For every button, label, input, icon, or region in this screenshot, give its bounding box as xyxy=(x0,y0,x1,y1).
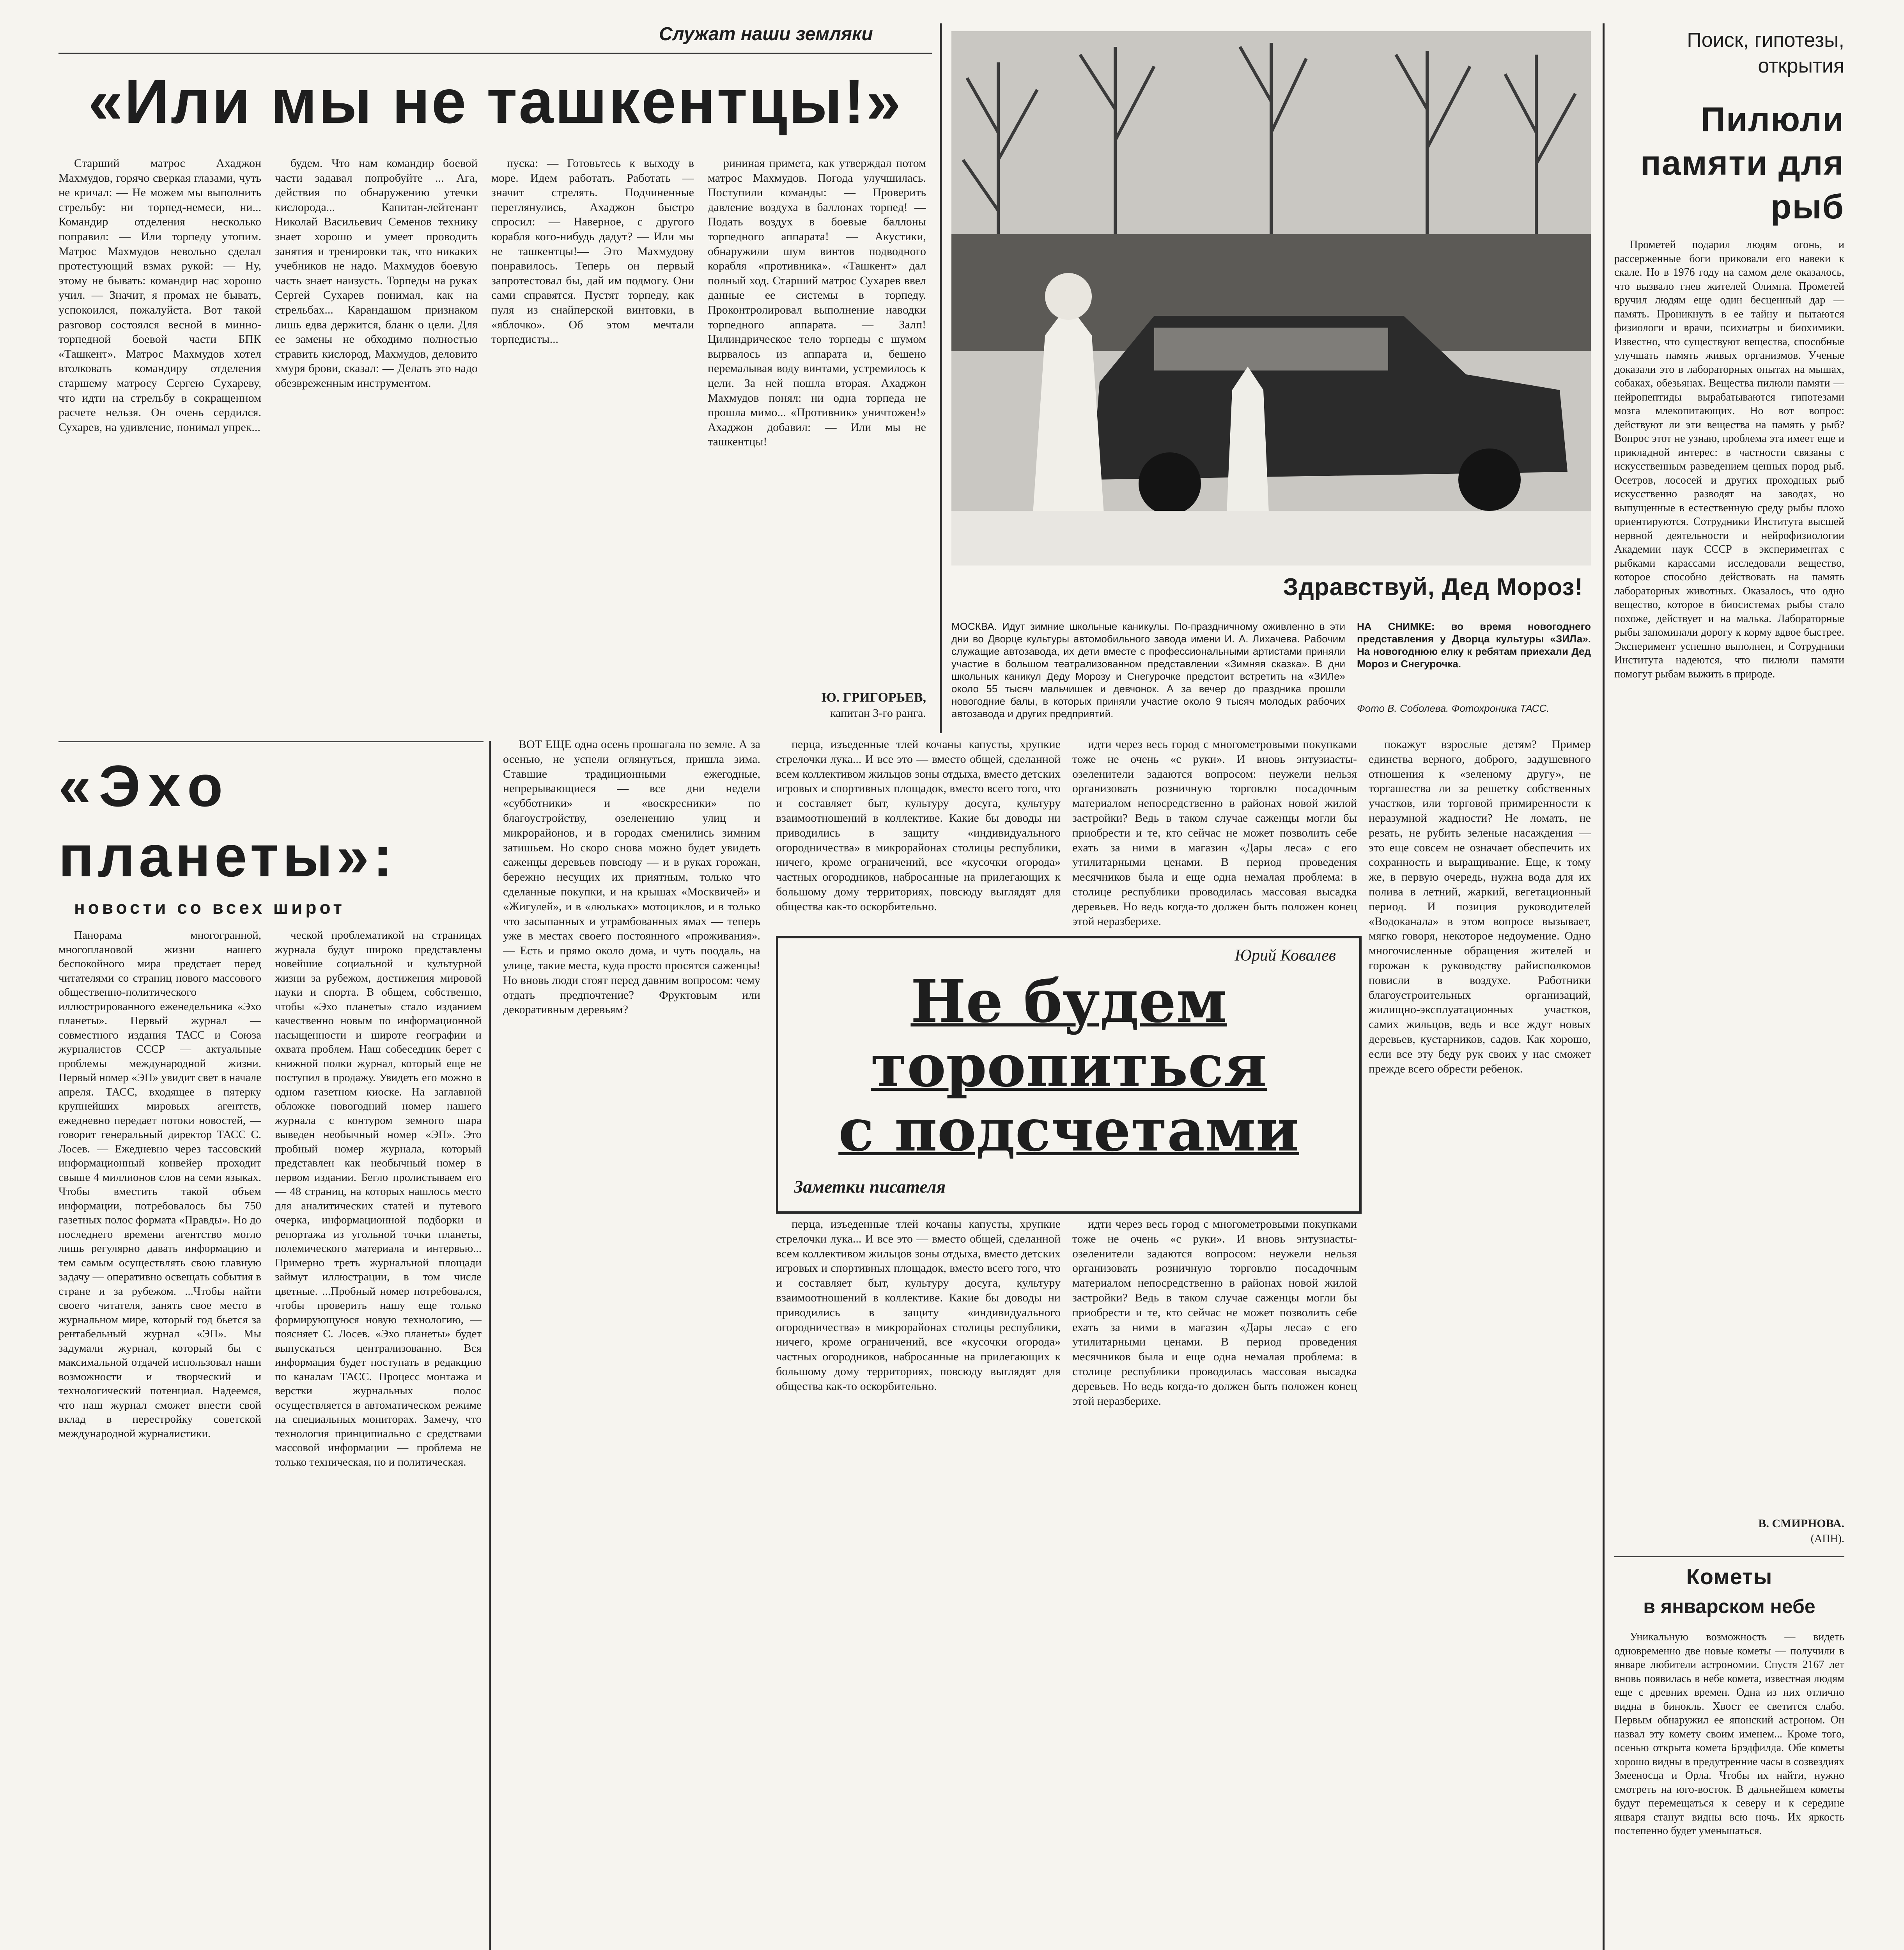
comets-title: Кометы xyxy=(1686,1564,1773,1589)
tashkent-title: «Или мы не ташкентцы!» xyxy=(88,66,902,136)
forest-author-name: Юрий Ковалев xyxy=(1235,947,1336,964)
echo-column-2 xyxy=(275,928,482,1950)
echo-title-line-2: планеты»: xyxy=(58,823,397,889)
article-text: перца, изъеденные тлей кочаны капусты, хрупкие стрелочки лука... И все это — вместо общей, сделанной всем коллективом жильцов зоны отдыха, вместо детских игровых и спортивных площадок, вместо всего того, что и составляет быт, культуру досуга, культуру взаимоотношений в коллективе. Какие бы доводы ни приводились в защиту «индивидуального огородничества» в микрорайонах столицы республики, ничего, кроме ограничений, все «кусочки огорода» частных огородников, набросанные на прилегающих к большому дому территориях, повсюду выглядят для общества как-то оскорбительно. xyxy=(776,1218,1061,1393)
tashkent-column-1 xyxy=(58,156,261,722)
divider xyxy=(58,53,932,54)
article-text: пуска: — Готовьтесь к выходу в море. Идем работать. Работать — значит стрелять. Подчиненные переглянулись, Ахаджон быстро спросил: — Наверное, с другого корабля кого-нибудь дадут? — Или мы не ташкентцы!— Это Махмудову понравилось. Теперь он первый запротестовал бы, дай им подмогу. Они сами справятся. Пустят торпеду, как пуля из снайперской винтовки, в «яблочко». Об этом мечтали торпедисты... xyxy=(491,157,694,346)
forest-column-2 xyxy=(776,737,1061,932)
article-text: ВОТ ЕЩЕ одна осень прошагала по земле. А за осенью, не успели оглянуться, пришла зима. Ставшие традиционными ежегодные, непрерывающиеся — все дни недели «субботники» и «воскресники» по благоустройству, озеленению улиц и микрорайонов, и в городах сменились зимним затишьем. Но скоро снова можно будет увидеть саженцы деревьев повсюду — и в руках горожан, бережно несущих их приятным, только что сделанные покупки, и на крышах «Москвичей» и «Жигулей», и в «люльках» мотоциклов, и в только что засыпанных и утрамбованных ямах — теперь уже в местах своего постоянного «проживания». — Есть и прямо около дома, и чуть поодаль, на улице, такие места, куда просто просятся саженцы! Но вновь люди стоят перед давним вопросом: чему отдать предпочтение? Фруктовым или декоративным деревьям? xyxy=(503,738,760,1016)
echo-column-1 xyxy=(58,928,261,1950)
article-text: перца, изъеденные тлей кочаны капусты, хрупкие стрелочки лука... И все это — вместо общей, сделанной всем коллективом жильцов зоны отдыха, вместо детских игровых и спортивных площадок, вместо всего того, что и составляет быт, культуру досуга, культуру взаимоотношений в коллективе. Какие бы доводы ни приводились в защиту «индивидуального огородничества» в микрорайонах столицы республики, ничего, кроме ограничений, все «кусочки огорода» частных огородников, набросанные на прилегающих к большому дому территориях, повсюду выглядят для общества как-то оскорбительно. xyxy=(776,738,1061,913)
pills-column xyxy=(1614,238,1844,1509)
column-rule xyxy=(940,23,942,733)
comets-column xyxy=(1614,1630,1844,1950)
forest-column-3b xyxy=(1072,1217,1357,1950)
echo-title-line-1: «Эхо xyxy=(58,753,231,819)
article-text: рининая примета, как утверждал потом матрос Махмудов. Погода улучшилась. Поступили команды: — Проверить давление воздуха в баллонах торпед! — Подать воздух в боевые баллоны торпедного аппарата! — Акустики, обнаружили шум винтов подводного корабля «противника». «Ташкент» дал полный ход. Старший матрос Сухарев ввел данные ее системы в торпеду. Проконтролировал выполнение наводки торпедного аппарата. — Залп! Цилиндрическое тело торпеды с шумом вырвалось из аппарата и, бешено перемалывая воду винтами, устремилось к цели. За ней пошла вторая. Ахаджон Махмудов понял: ни одна торпеда не прошла мимо... «Противник» уничтожен!» Ахаджон добавил: — Или мы не ташкентцы! xyxy=(708,157,926,448)
article-text: Уникальную возможность — видеть одновременно две новые кометы — получили в январе любители астрономии. Спустя 2167 лет вновь появилась в небе комета, известная людям еще с древних времен. Одна из них отлично видна в бинокль. Хвост ее светится слабо. Первым обнаружил ее японский астроном. Он назвал эту комету своим именем... Кроме того, осенью открыта комета Брэдфилда. Обе кометы хорошо видны в предутренние часы в созвездиях Змееносца и Орла. Чтобы их найти, нужно смотреть на юго-восток. В дальнейшем кометы будут перемещаться к северу и к середине января станут видны всю ночь. Их яркость постепенно будет уменьшаться. xyxy=(1614,1631,1844,1837)
santa-photo-title: Здравствуй, Дед Мороз! xyxy=(1283,574,1583,601)
article-text: идти через весь город с многометровыми покупками тоже не очень «с руки». И вновь энтузиасты-озеленители задаются вопросом: неужели нельзя организовать розничную торговлю посадочным материалом непосредственно в районах новой жилой застройки? Ведь в таком случае саженцы могли бы приобрести и те, кто сейчас не может позволить себе ехать за ними в магазин «Дары леса» с его утилитарными ценами. В период проведения месячников была и еще одна немалая проблема: в столице республики проводилась массовая высадка деревьев. Но ведь когда-то должен быть положен конец этой неразберихе. xyxy=(1072,738,1357,928)
forest-title xyxy=(794,967,1344,1165)
forest-rubric: Заметки писателя xyxy=(794,1177,946,1197)
tashkent-author-role: капитан 3-го ранга. xyxy=(830,707,926,720)
forest-title-box xyxy=(776,936,1362,1214)
forest-column-4 xyxy=(1369,737,1591,1950)
santa-photo-caption-2: НА СНИМКЕ: во время новогоднего представления у Дворца культуры «ЗИЛа». На новогоднюю елку к ребятам приехали Дед Мороз и Снегурочка. xyxy=(1357,620,1591,670)
tashkent-column-4 xyxy=(708,156,926,694)
divider xyxy=(1614,1556,1844,1557)
forest-title-line-1: Не будем xyxy=(910,967,1227,1036)
article-text: ческой проблематикой на страницах журнала будут широко представлены новейшие социальной и культурной жизни за рубежом, достижения мировой науки и спорта. В общем, собственно, чтобы «Эхо планеты» стало изданием качественно новым по информационной насыщенности и широте географии и охвата проблем. Наш собеседник берет с книжной полки журнал, который еще не поступил в продажу. Увидеть его можно в одном газетном киоске. На заглавной обложке новогодний номер нашего журнала с контуром земного шара выведен необычный номер «ЭП». Это пробный номер журнала, который представлен как необычный номер в первом издании. Бегло пролистываем его — 48 страниц, на которых нашлось место для аналитических статей и путевого очерка, информационной подборки и репортажа из угольной точки планеты, полемического материала и интервью... Примерно треть журнальной площади займут иллюстрации, в том числе цветные. ...Пробный номер потребовался, чтобы проверить нашу еще только формирующуюся новую технологию, — поясняет С. Лосев. «Эхо планеты» будет выпускаться централизованно. Вся информация будет поступать в редакцию по каналам ТАСС. Процесс монтажа и верстки журнальных полос осуществляется в автоматическом режиме на специальных мониторах. Замечу, что технология принципиально с средствами массовой информации — проблема не только техническая, но и политическая. xyxy=(275,929,482,1468)
comets-subtitle: в январском небе xyxy=(1643,1595,1815,1617)
pills-title: Пилюли памяти для рыб xyxy=(1640,100,1844,226)
tashkent-column-3 xyxy=(491,156,694,722)
santa-photo xyxy=(951,31,1591,566)
article-text: Старший матрос Ахаджон Махмудов, горячо сверкая глазами, чуть не кричал: — Не можем мы выполнить стрельбу: ни торпед-немеси, ни... Командир отделения несколько поправил: — Или торпеду утопим. Матрос Махмудов невольно сделал протестующий взмах рукой: — Ну, этому не бывать: командир нас хорошо учил. — Значит, я промах не бывать, успокоился, пожалуйста. Вот такой разговор состоялся весной в минно-торпедной боевой части БПК «Ташкент». Матрос Махмудов хотел втолковать командиру отделения старшему матросу Сергею Сухареву, что идти на стрельбу в сокращенном расчете нельзя. Он очень сердился. Сухарев, на удивление, понимал упрек... xyxy=(58,157,261,434)
forest-title-line-3: с подсчетами xyxy=(838,1096,1299,1165)
forest-title-line-2: торопиться xyxy=(871,1032,1267,1100)
forest-column-2b xyxy=(776,1217,1061,1950)
article-text: будем. Что нам командир боевой части задавал попробуйте ... Ага, действия по обнаружению утечки кислорода... Капитан-лейтенант Николай Васильевич Семенов технику знает хорошо и умеет проводить занятия и тренировки так, что никаких учебников не надо. Махмудов боевую часть знает наизусть. Торпеды на руках Сергей Сухарев понимал, как на стрельбах... Карандашом признаком лишь едва держится, бланк о цели. Для ее замены не обходимо полностью стравить кислород, Махмудов, деловито хмуря брови, сказал: — Делать это надо обезвреженным инструментом. xyxy=(275,157,478,390)
tashkent-column-2 xyxy=(275,156,478,722)
santa-photo-caption: МОСКВА. Идут зимние школьные каникулы. По-праздничному оживленно в эти дни во Дворце культуры автомобильного завода имени И. А. Лихачева. Рабочим служащие автозавода, их дети вместе с профессиональными артистами приняли участие в большом театрализованном представлении «Зимняя сказка». В дни школьных каникул Деду Морозу и Снегурочке предстоит встретить на «ЗИЛе» около 55 тысяч мальчишек и девчонок. А за вечер до праздника прошли новогодние балы, в которых приняли участие около 9 тысяч молодых рабочих автозавода и других предприятий. xyxy=(951,620,1345,720)
pills-author-org: (АПН). xyxy=(1810,1533,1844,1545)
divider xyxy=(58,741,484,742)
tashkent-kicker: Служат наши земляки xyxy=(659,24,873,44)
article-text: покажут взрослые детям? Пример единства верного, доброго, задушевного отношения к «зеленому другу», не торгашества ли за решетку собственных участков, или торговой примиренности к неразумной жадности? Не ломать, не резать, не рубить зеленые насаждения — это еще совсем не означает обеспечить их сохранность и выращивание. Еще, к тому же, в первую очередь, нужна вода для их полива в летний, жаркий, вегетационный период. И позиция руководителей «Водоканала» в этом вопросе вызывает, мягко говоря, некоторое недоумение. Одно многочисленные обращения жителей и горожан к руководству райисполкомов повисли в воздухе. Работники благоустроительных организаций, жилищно-эксплуатационных участков, самих жильцов, ведь и все ждут новых деревьев, кустарников, садов. Как хорошо, если все эту беду рук своих у нас сможет прежде всего обрести ребенок. xyxy=(1369,738,1591,1075)
article-text: Прометей подарил людям огонь, и рассерженные боги приковали его навеки к скале. Но в 1976 году на самом деле оказалось, что вызвало гнев жителей Олимпа. Прометей вручил людям еще один бесценный дар — память. Проникнуть в ее тайну и пытаются физиологи и врачи, психиатры и биохимики. Известно, что существуют вещества, способные улучшать память живых организмов. Ученые доказали это в лабораторных опытах на мышах, собаках, обезьянах. Вещества пилюли памяти — нейропептиды вырабатываются гипотезами мозга млекопитающих. Но вот вопрос: действуют ли эти вещества на память у рыб? Вопрос этот не узнаю, проблема эта имеет еще и прикладной интерес: в частности связаны с искусственным разведением ценных пород рыб. Осетров, лососей и других проходных рыб искусственно разводят на заводах, но выпущенные в естественную среду рыбы плохо ориентируются. Сотрудники Института высшей нервной деятельности и нейрофизиологии Академии наук СССР в экспериментах с рыбками карассами исследовали вещество, которое способно действовать на память лабораторных животных. Оказалось, что одно вещество, которое в биосистемах рыбы стало похоже, действует и на малька. Лабораторные рыбы запоминали дорогу к корму вдвое быстрее. Эксперимент успешно выполнен, и Сотрудники Института надеются, что пилюли памяти помогут рыбам выжить в природе. xyxy=(1614,239,1844,680)
forest-column-3 xyxy=(1072,737,1357,932)
forest-column-1 xyxy=(503,737,760,1950)
echo-subtitle: новости со всех широт xyxy=(74,897,345,918)
tashkent-author: Ю. ГРИГОРЬЕВ, xyxy=(821,690,926,705)
article-text: Панорама многогранной, многоплановой жизни нашего беспокойного мира предстает перед читателями со страниц нового массового общественно-политического иллюстрированного еженедельника «Эхо планеты». Первый журнал — совместного издания ТАСС и Союза журналистов СССР — актуальные проблемы международной жизни. Первый номер «ЭП» увидит свет в начале апреля. ТАСС, входящее в пятерку крупнейших мировых агентств, ежедневно передает потоки новостей, — говорит генеральный директор ТАСС С. Лосев. — Ежедневно через тассовский информационный конвейер проходит свыше 4 миллионов слов на семи языках. Чтобы вместить такой объем информации, потребовалось бы 750 газетных полос формата «Правды». Но до последнего времени агентство могло лишь регулярно давать информацию и тем самым осуществлять свою главную задачу — оперативно освещать события в стране и за рубежом. ...Чтобы найти своего читателя, занять свое место в журнальном мире, который год бьется за рентабельный журнал «ЭП». Мы задумали журнал, который бы с максимальной отдачей использовал наши возможности и творческий и технологический потенциал. Надеемся, что наш журнал сможет внести свой вклад в перестройку советской международной журналистики. xyxy=(58,929,261,1440)
pills-author: В. СМИРНОВА. xyxy=(1758,1517,1844,1530)
article-text: идти через весь город с многометровыми покупками тоже не очень «с руки». И вновь энтузиасты-озеленители задаются вопросом: неужели нельзя организовать розничную торговлю посадочным материалом непосредственно в районах новой жилой застройки? Ведь в таком случае саженцы могли бы приобрести и те, кто сейчас не может позволить себе ехать за ними в магазин «Дары леса» с его утилитарными ценами. В период проведения месячников была и еще одна немалая проблема: в столице республики проводилась массовая высадка деревьев. Но ведь когда-то должен быть положен конец этой неразберихе. xyxy=(1072,1218,1357,1408)
santa-photo-credit: Фото В. Соболева. Фотохроника ТАСС. xyxy=(1357,702,1550,714)
column-rule xyxy=(489,741,491,1950)
column-rule xyxy=(1603,23,1605,1950)
santa-photo-image xyxy=(951,31,1591,566)
pills-rubric: Поиск, гипотезы, открытия xyxy=(1687,29,1844,77)
